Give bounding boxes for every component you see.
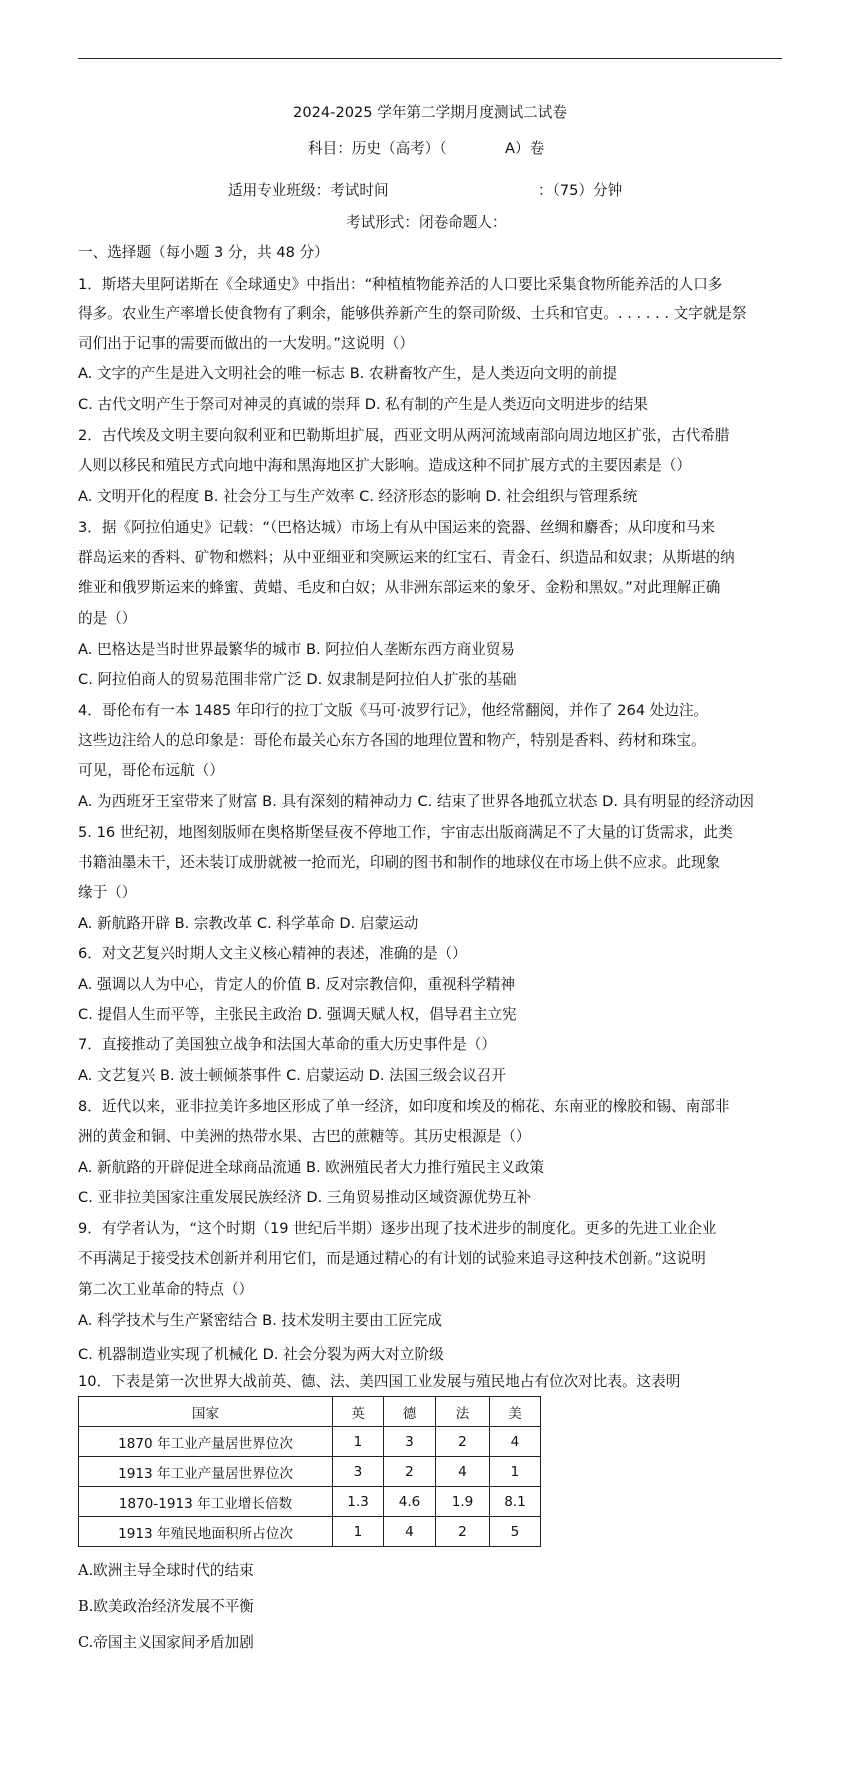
q10-option-b: B.欧美政治经济发展不平衡 <box>78 1598 254 1615</box>
table-header-cell: 国家 <box>79 1397 333 1427</box>
top-rule <box>78 58 782 59</box>
q10-option-c: C.帝国主义国家间矛盾加剧 <box>78 1634 254 1651</box>
q3-options-cd: C. 阿拉伯商人的贸易范围非常广泛 D. 奴隶制是阿拉伯人扩张的基础 <box>78 671 517 688</box>
duration-label: ：（75）分钟 <box>538 182 623 199</box>
table-cell: 1.9 <box>436 1487 490 1517</box>
table-cell: 1913 年工业产量居世界位次 <box>79 1457 333 1487</box>
exam-form-label: 考试形式：闭卷命题人： <box>346 214 507 231</box>
q1-options-cd: C. 古代文明产生于祭司对神灵的真诚的崇拜 D. 私有制的产生是人类迈向文明进步的结果 <box>78 396 649 413</box>
table-cell: 2 <box>384 1457 436 1487</box>
section-title: 一、选择题（每小题 3 分，共 48 分） <box>78 244 329 261</box>
table-cell: 3 <box>333 1457 384 1487</box>
q2-stem-line2: 人则以移民和殖民方式向地中海和黑海地区扩大影响。造成这种不同扩展方式的主要因素是（） <box>78 457 691 474</box>
table-cell: 8.1 <box>490 1487 541 1517</box>
q10-stem: 10．下表是第一次世界大战前英、德、法、美四国工业发展与殖民地占有位次对比表。这表明 <box>78 1373 681 1390</box>
q3-stem-line1: 3．据《阿拉伯通史》记载：“（巴格达城）市场上有从中国运来的瓷器、丝绸和麝香；从印度和马来 <box>78 519 716 536</box>
table-row <box>79 1457 541 1487</box>
table-cell: 2 <box>436 1427 490 1457</box>
q7-options: A. 文艺复兴 B. 波士顿倾茶事件 C. 启蒙运动 D. 法国三级会议召开 <box>78 1067 506 1084</box>
table-cell: 1.3 <box>333 1487 384 1517</box>
q9-stem-line1: 9．有学者认为，“这个时期（19 世纪后半期）逐步出现了技术进步的制度化。更多的先进工业企业 <box>78 1220 717 1237</box>
table-row <box>79 1487 541 1517</box>
table-cell: 1 <box>333 1427 384 1457</box>
table-cell: 4 <box>436 1457 490 1487</box>
table-header-cell: 法 <box>436 1397 490 1427</box>
q9-stem-line3: 第二次工业革命的特点（） <box>78 1281 254 1298</box>
q7-stem: 7．直接推动了美国独立战争和法国大革命的重大历史事件是（） <box>78 1036 496 1053</box>
table-cell: 4 <box>490 1427 541 1457</box>
q8-options-cd: C. 亚非拉美国家注重发展民族经济 D. 三角贸易推动区域资源优势互补 <box>78 1189 532 1206</box>
q5-stem-line3: 缘于（） <box>78 884 137 901</box>
q4-stem-line1: 4．哥伦布有一本 1485 年印行的拉丁文版《马可·波罗行记》，他经常翻阅，并作了 264 处边注。 <box>78 702 709 719</box>
table-row <box>79 1427 541 1457</box>
q2-options: A. 文明开化的程度 B. 社会分工与生产效率 C. 经济形态的影响 D. 社会组织与管理系统 <box>78 488 638 505</box>
table-cell: 4.6 <box>384 1487 436 1517</box>
subject-label: 科目：历史（高考）（ <box>308 140 447 157</box>
table-header-cell: 美 <box>490 1397 541 1427</box>
table-row <box>79 1517 541 1547</box>
table-cell: 1913 年殖民地面积所占位次 <box>79 1517 333 1547</box>
q3-stem-line2: 群岛运来的香料、矿物和燃料；从中亚细亚和突厥运来的红宝石、青金石、织造品和奴隶；从斯堪的纳 <box>78 549 735 566</box>
q6-options-ab: A. 强调以人为中心，肯定人的价值 B. 反对宗教信仰，重视科学精神 <box>78 976 515 993</box>
q5-stem-line1: 5. 16 世纪初，地图刻版师在奥格斯堡昼夜不停地工作，宇宙志出版商满足不了大量的订货需求，此类 <box>78 824 733 841</box>
table-header-cell: 德 <box>384 1397 436 1427</box>
industrial-colonial-ranking-table <box>78 1396 541 1547</box>
table-header-cell: 英 <box>333 1397 384 1427</box>
q9-stem-line2: 不再满足于接受技术创新并利用它们，而是通过精心的有计划的试验来追寻这种技术创新。”这说明 <box>78 1250 706 1267</box>
class-time-label: 适用专业班级：考试时间 <box>228 182 389 199</box>
table-cell: 1870-1913 年工业增长倍数 <box>79 1487 333 1517</box>
q1-stem-line1: 1．斯塔夫里阿诺斯在《全球通史》中指出：“种植植物能养活的人口要比采集食物所能养活的人口多 <box>78 276 723 293</box>
table-cell: 1870 年工业产量居世界位次 <box>79 1427 333 1457</box>
table-cell: 5 <box>490 1517 541 1547</box>
paper-version: A）卷 <box>505 140 545 157</box>
q6-options-cd: C. 提倡人生而平等，主张民主政治 D. 强调天赋人权，倡导君主立宪 <box>78 1006 517 1023</box>
q4-stem-line2: 这些边注给人的总印象是：哥伦布最关心东方各国的地理位置和物产，特别是香料、药材和珠宝。 <box>78 732 706 749</box>
q9-options-cd: C. 机器制造业实现了机械化 D. 社会分裂为两大对立阶级 <box>78 1346 444 1363</box>
q3-stem-line3: 维亚和俄罗斯运来的蜂蜜、黄蜡、毛皮和白奴；从非洲东部运来的象牙、金粉和黑奴。”对此理解正确 <box>78 579 721 596</box>
table-cell: 1 <box>333 1517 384 1547</box>
q10-option-a: A.欧洲主导全球时代的结束 <box>78 1562 254 1579</box>
q3-stem-line4: 的是（） <box>78 610 137 627</box>
q8-stem-line1: 8．近代以来，亚非拉美许多地区形成了单一经济，如印度和埃及的棉花、东南亚的橡胶和锡、南部非 <box>78 1098 730 1115</box>
table-cell: 4 <box>384 1517 436 1547</box>
q5-stem-line2: 书籍油墨未干，还未装订成册就被一抢而光，印刷的图书和制作的地球仪在市场上供不应求。此现象 <box>78 854 721 871</box>
q3-options-ab: A. 巴格达是当时世界最繁华的城市 B. 阿拉伯人垄断东西方商业贸易 <box>78 641 515 658</box>
q8-options-ab: A. 新航路的开辟促进全球商品流通 B. 欧洲殖民者大力推行殖民主义政策 <box>78 1159 545 1176</box>
q8-stem-line2: 洲的黄金和铜、中美洲的热带水果、古巴的蔗糖等。其历史根源是（） <box>78 1128 531 1145</box>
q5-options: A. 新航路开辟 B. 宗教改革 C. 科学革命 D. 启蒙运动 <box>78 915 419 932</box>
table-cell: 1 <box>490 1457 541 1487</box>
exam-title: 2024-2025 学年第二学期月度测试二试卷 <box>293 104 567 121</box>
table-header-row <box>79 1397 541 1427</box>
q2-stem-line1: 2．古代埃及文明主要向叙利亚和巴勒斯坦扩展，西亚文明从两河流域南部向周边地区扩张，古代希腊 <box>78 427 730 444</box>
table-cell: 2 <box>436 1517 490 1547</box>
q1-options-ab: A. 文字的产生是进入文明社会的唯一标志 B. 农耕畜牧产生，是人类迈向文明的前提 <box>78 365 618 382</box>
q4-options: A. 为西班牙王室带来了财富 B. 具有深刻的精神动力 C. 结束了世界各地孤立状态 D. 具有明显的经济动因 <box>78 793 754 810</box>
q4-stem-line3: 可见，哥伦布远航（） <box>78 762 224 779</box>
table-cell: 3 <box>384 1427 436 1457</box>
q1-stem-line3: 司们出于记事的需要而做出的一大发明。”这说明（） <box>78 335 414 352</box>
q6-stem: 6．对文艺复兴时期人文主义核心精神的表述，准确的是（） <box>78 945 467 962</box>
q9-options-ab: A. 科学技术与生产紧密结合 B. 技术发明主要由工匠完成 <box>78 1312 442 1329</box>
q1-stem-line2: 得多。农业生产率增长使食物有了剩余，能够供养新产生的祭司阶级、士兵和官吏。. . . . . . 文字就是祭 <box>78 305 747 322</box>
